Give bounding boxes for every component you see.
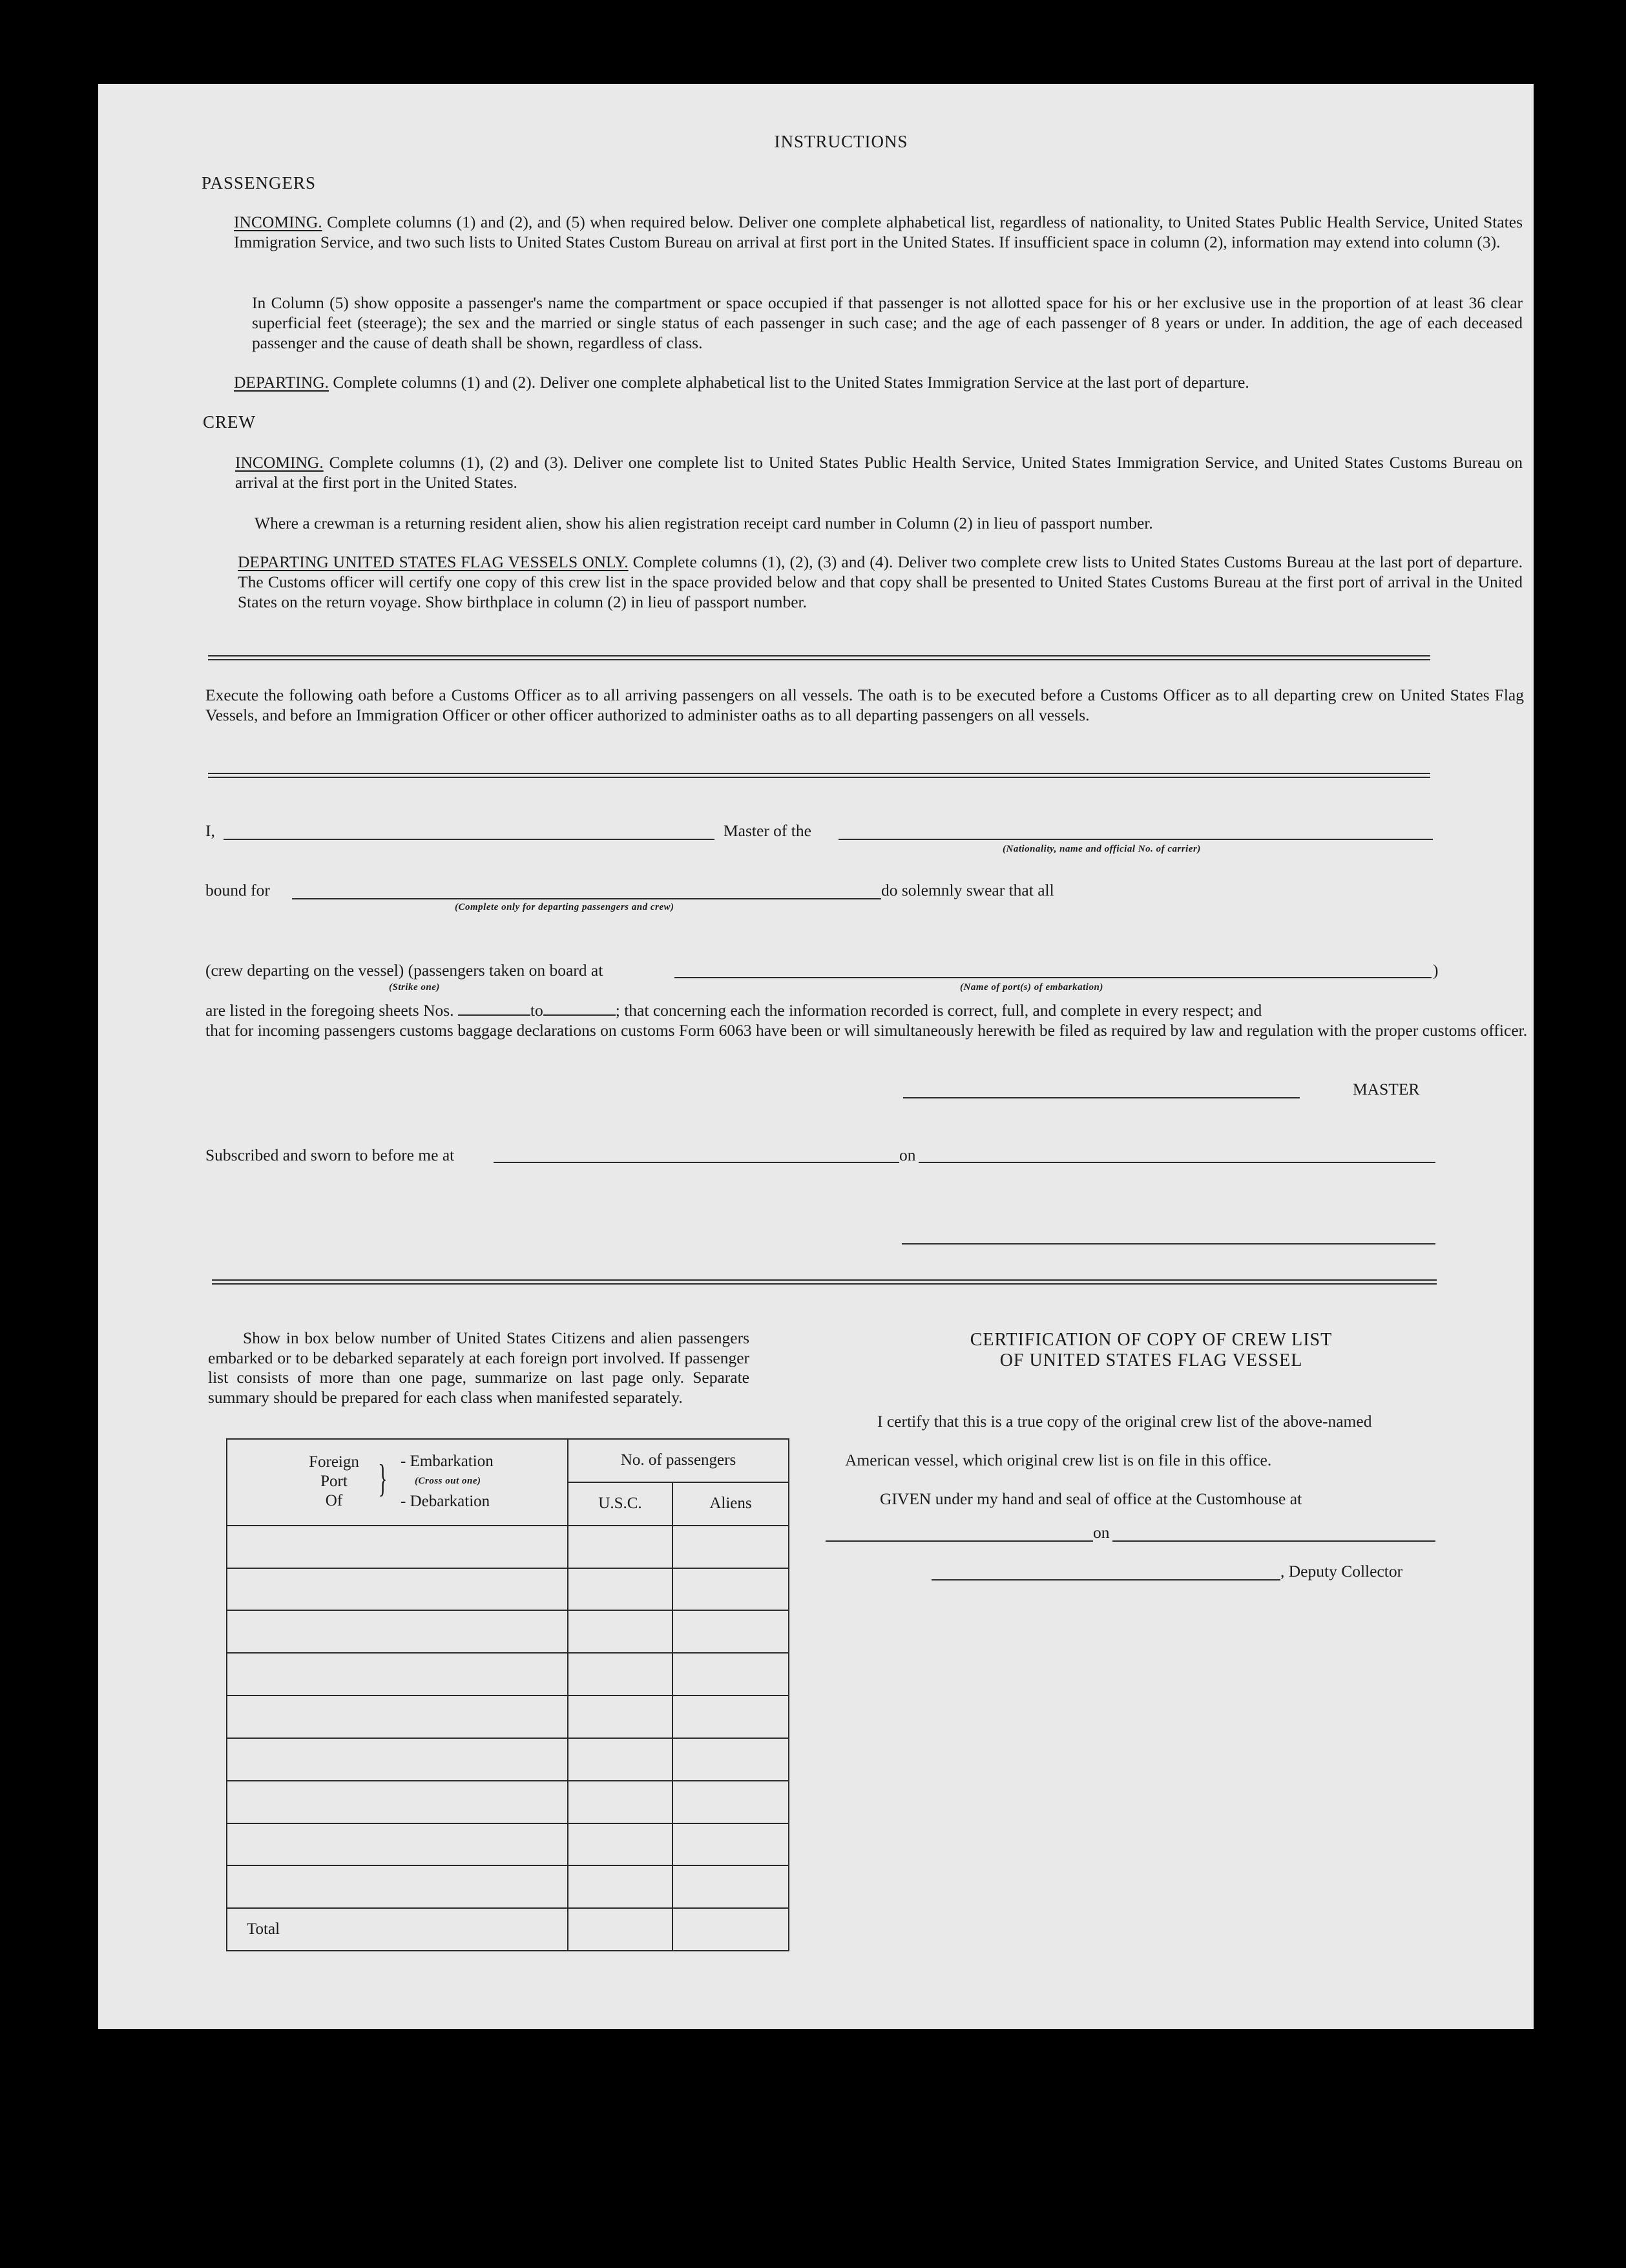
departing-label: DEPARTING.	[234, 373, 329, 392]
departing-text: Complete columns (1) and (2). Deliver one complete alphabetical list to the United States Immigration Service at the last port of departure.	[333, 373, 1249, 392]
sworn-on-label: on	[899, 1146, 916, 1164]
certify-line1: I certify that this is a true copy of the original crew list of the above-named	[877, 1412, 1372, 1431]
of-label: Of	[325, 1491, 343, 1509]
flag-vessels-text: Complete columns (1), (2), (3) and (4). Deliver two complete crew lists to United States Customs Bureau at the last port of departure. The Customs officer will certify one copy of this crew list in the space provided below and that copy shall be presented to United States Customs Bureau at the first port of arrival in the United States on the return voyage. Show birthplace in column (2) in lieu of passport number.	[238, 552, 1523, 611]
listed-line	[205, 1000, 1262, 1020]
total-row	[227, 1908, 789, 1951]
cross-out-caption: (Cross out one)	[415, 1475, 481, 1486]
certify-line2: American vessel, which original crew list is on file in this office.	[845, 1451, 1272, 1469]
incoming-label: INCOMING.	[234, 213, 322, 231]
certification-title-line2: OF UNITED STATES FLAG VESSEL	[999, 1350, 1303, 1370]
port-caption: (Name of port(s) of embarkation)	[960, 982, 1103, 992]
table-row	[227, 1696, 789, 1738]
passenger-summary-table	[226, 1438, 789, 1951]
table-row	[227, 1526, 789, 1568]
listed-suffix: ; that concerning each the information recorded is correct, full, and complete in every respect; and	[615, 1001, 1262, 1020]
flag-vessels-label: DEPARTING UNITED STATES FLAG VESSELS ONLY.	[238, 552, 629, 571]
total-usc-cell[interactable]	[568, 1908, 672, 1951]
port-of-embarkation-line[interactable]	[674, 977, 1432, 978]
usc-header: U.S.C.	[568, 1482, 672, 1526]
passengers-heading: PASSENGERS	[202, 173, 317, 193]
incoming-text: Complete columns (1) and (2), and (5) when required below. Deliver one complete alphabetical list, regardless of nationality, to United States Public Health Service, United States Immigration Service, and two such lists to United States Custom Bureau on arrival at first port in the United States. If insufficient space in column (2), information may extend into column (3).	[234, 213, 1523, 251]
sworn-place-line[interactable]	[494, 1162, 899, 1163]
table-row	[227, 1823, 789, 1866]
crew-heading: CREW	[203, 412, 256, 432]
master-name-line[interactable]	[224, 839, 714, 840]
bound-caption: (Complete only for departing passengers and crew)	[455, 902, 674, 912]
master-of-label: Master of the	[724, 821, 811, 840]
certification-date-line[interactable]	[1112, 1540, 1435, 1542]
officer-signature-line[interactable]	[902, 1243, 1435, 1244]
sworn-date-line[interactable]	[919, 1162, 1435, 1163]
bound-for-label: bound for	[205, 881, 270, 899]
subscribed-label: Subscribed and sworn to before me at	[205, 1146, 455, 1164]
divider	[208, 655, 1430, 660]
debarkation-label: - Debarkation	[401, 1492, 490, 1510]
crew-incoming-label: INCOMING.	[235, 453, 324, 472]
close-paren: )	[1433, 961, 1439, 980]
divider	[212, 1279, 1437, 1285]
deputy-collector-signature-line[interactable]	[932, 1579, 1280, 1580]
strike-caption: (Strike one)	[389, 982, 440, 992]
flag-vessels-instruction	[238, 552, 1523, 612]
to-label: to	[530, 1001, 543, 1020]
instructions-title: INSTRUCTIONS	[774, 132, 908, 151]
certification-title-line1: CERTIFICATION OF COPY OF CREW LIST	[970, 1330, 1333, 1350]
total-aliens-cell[interactable]	[672, 1908, 789, 1951]
master-label: MASTER	[1353, 1080, 1420, 1098]
crew-incoming-instruction	[235, 452, 1523, 492]
port-header-cell	[227, 1439, 568, 1526]
sheet-to-line[interactable]	[543, 1014, 616, 1016]
table-row	[227, 1781, 789, 1823]
passengers-departing-instruction	[234, 372, 1526, 392]
table-row	[227, 1865, 789, 1908]
listed-rest: that for incoming passengers customs baggage declarations on customs Form 6063 have been or will simultaneously herewith be filed as required by law and regulation with the proper customs officer.	[205, 1021, 1528, 1040]
oath-i-label: I,	[205, 821, 215, 840]
given-line: GIVEN under my hand and seal of office at the Customhouse at	[880, 1489, 1302, 1508]
sheet-from-line[interactable]	[458, 1014, 530, 1016]
port-label: Port	[320, 1472, 348, 1490]
table-row	[227, 1738, 789, 1781]
crew-departing-label: (crew departing on the vessel) (passengers taken on board at	[205, 961, 603, 980]
aliens-header: Aliens	[672, 1482, 789, 1526]
carrier-line[interactable]	[839, 839, 1433, 840]
oath-intro: Execute the following oath before a Customs Officer as to all arriving passengers on all vessels. The oath is to be executed before a Customs Officer as to all departing crew on United States Flag Vessels, and before an Immigration Officer or other officer authorized to administer oaths as to all departing passengers on all vessels.	[205, 686, 1524, 724]
no-of-passengers-header: No. of passengers	[568, 1439, 789, 1482]
crew-incoming-text: Complete columns (1), (2) and (3). Deliver one complete list to United States Public Health Service, United States Immigration Service, and United States Customs Bureau on arrival at the first port in the United States.	[235, 453, 1523, 492]
passengers-incoming-instruction	[234, 212, 1523, 252]
certification-title	[860, 1330, 1442, 1371]
brace-icon: }	[378, 1456, 388, 1500]
certification-on-label: on	[1093, 1523, 1110, 1542]
divider	[208, 773, 1430, 778]
master-signature-line[interactable]	[903, 1097, 1300, 1098]
total-label: Total	[227, 1908, 568, 1951]
deputy-collector-label: , Deputy Collector	[1280, 1562, 1403, 1580]
form-page	[98, 84, 1534, 2029]
carrier-caption: (Nationality, name and official No. of carrier)	[1003, 844, 1201, 854]
bound-for-line[interactable]	[292, 898, 881, 899]
listed-prefix: are listed in the foregoing sheets Nos.	[205, 1001, 454, 1020]
customhouse-place-line[interactable]	[826, 1540, 1093, 1542]
embarkation-label: - Embarkation	[401, 1452, 494, 1470]
table-row	[227, 1568, 789, 1611]
swear-label: do solemnly swear that all	[881, 881, 1054, 899]
table-row	[227, 1653, 789, 1696]
column5-instruction: In Column (5) show opposite a passenger's name the compartment or space occupied if that passenger is not allotted space for his or her exclusive use in the proportion of at least 36 clear superficial feet (steerage); the sex and the married or single status of each passenger in such case; and the age of each passenger of 8 years or under. In addition, the age of each deceased passenger and the cause of death shall be shown, regardless of class.	[252, 293, 1523, 352]
crewman-instruction: Where a crewman is a returning resident alien, show his alien registration receipt card number in Column (2) in lieu of passport number.	[255, 514, 1153, 532]
table-row	[227, 1610, 789, 1653]
foreign-label: Foreign	[309, 1453, 359, 1471]
summary-instruction: Show in box below number of United States Citizens and alien passengers embarked or to be debarked separately at each foreign port involved. If passenger list consists of more than one page, summarize on last page only. Separate summary should be prepared for each class when manifested separately.	[208, 1328, 749, 1407]
